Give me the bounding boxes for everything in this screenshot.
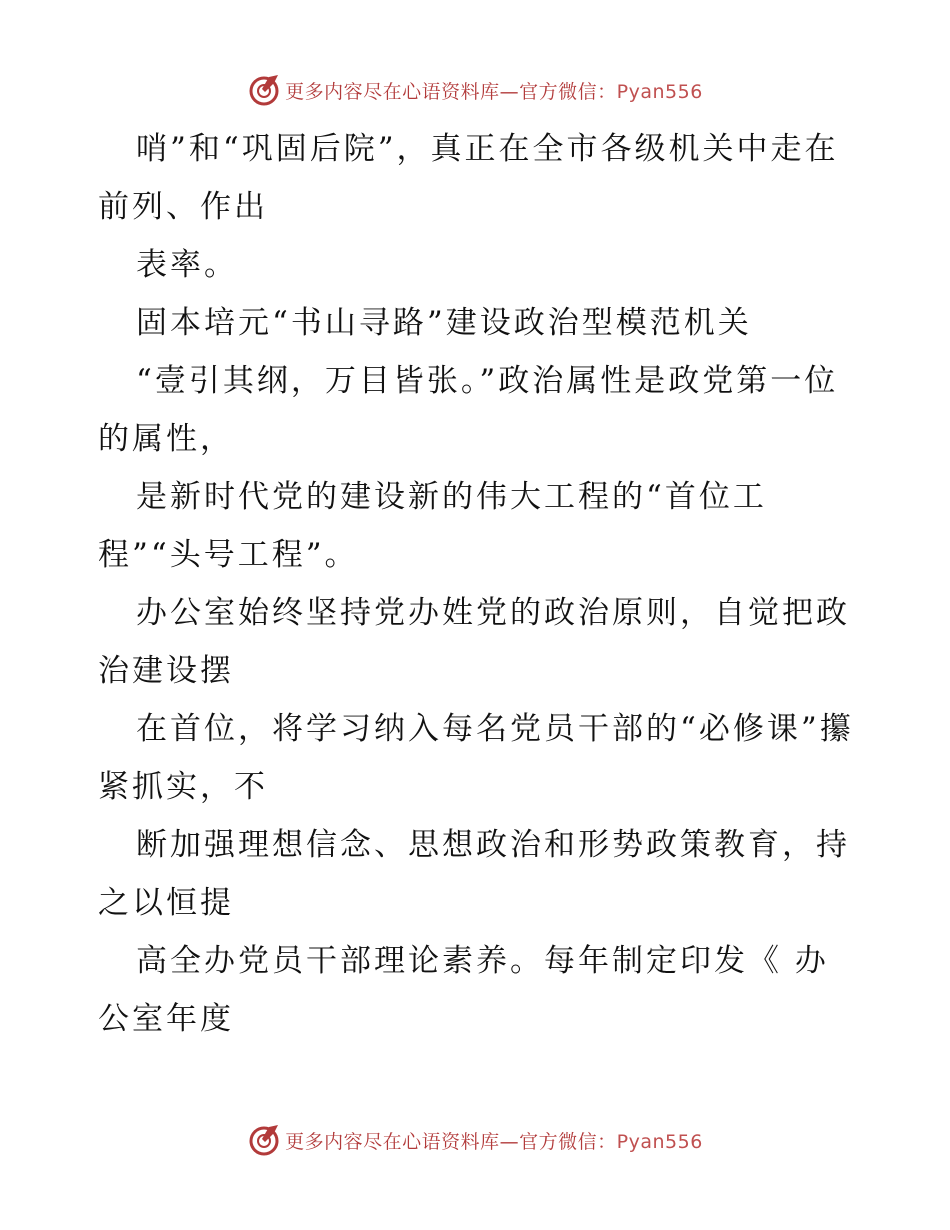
paragraph: 表率。 xyxy=(136,247,238,283)
watermark-wechat-id: Pyan556 xyxy=(616,80,703,103)
red-pen-circle-icon xyxy=(247,73,281,107)
paragraph: 断加强理想信念、思想政治和形势政策教育，持之以恒提 xyxy=(98,827,850,921)
paragraph: 是新时代党的建设新的伟大工程的“首位工程”“头号工程”。 xyxy=(98,479,767,573)
document-body xyxy=(98,120,858,1048)
section-heading: 固本培元“书山寻路”建设政治型模范机关 xyxy=(136,305,752,341)
watermark-label: 更多内容尽在心语资料库—官方微信： xyxy=(285,80,617,103)
watermark-text xyxy=(285,1127,703,1154)
watermark-text xyxy=(285,77,703,104)
paragraph: 办公室始终坚持党办姓党的政治原则，自觉把政治建设摆 xyxy=(98,595,850,689)
red-pen-circle-icon xyxy=(247,1123,281,1157)
paragraph: 在首位，将学习纳入每名党员干部的“必修课”攥紧抓实，不 xyxy=(98,711,854,805)
bottom-watermark-banner xyxy=(0,1120,950,1160)
paragraph: 哨”和“巩固后院”，真正在全市各级机关中走在前列、作出 xyxy=(98,131,839,225)
paragraph: “壹引其纲，万目皆张。”政治属性是政党第一位的属性， xyxy=(98,363,839,457)
paragraph: 高全办党员干部理论素养。每年制定印发《 办公室年度 xyxy=(98,943,829,1037)
watermark-label: 更多内容尽在心语资料库—官方微信： xyxy=(285,1130,617,1153)
watermark-wechat-id: Pyan556 xyxy=(616,1130,703,1153)
top-watermark-banner xyxy=(0,70,950,110)
